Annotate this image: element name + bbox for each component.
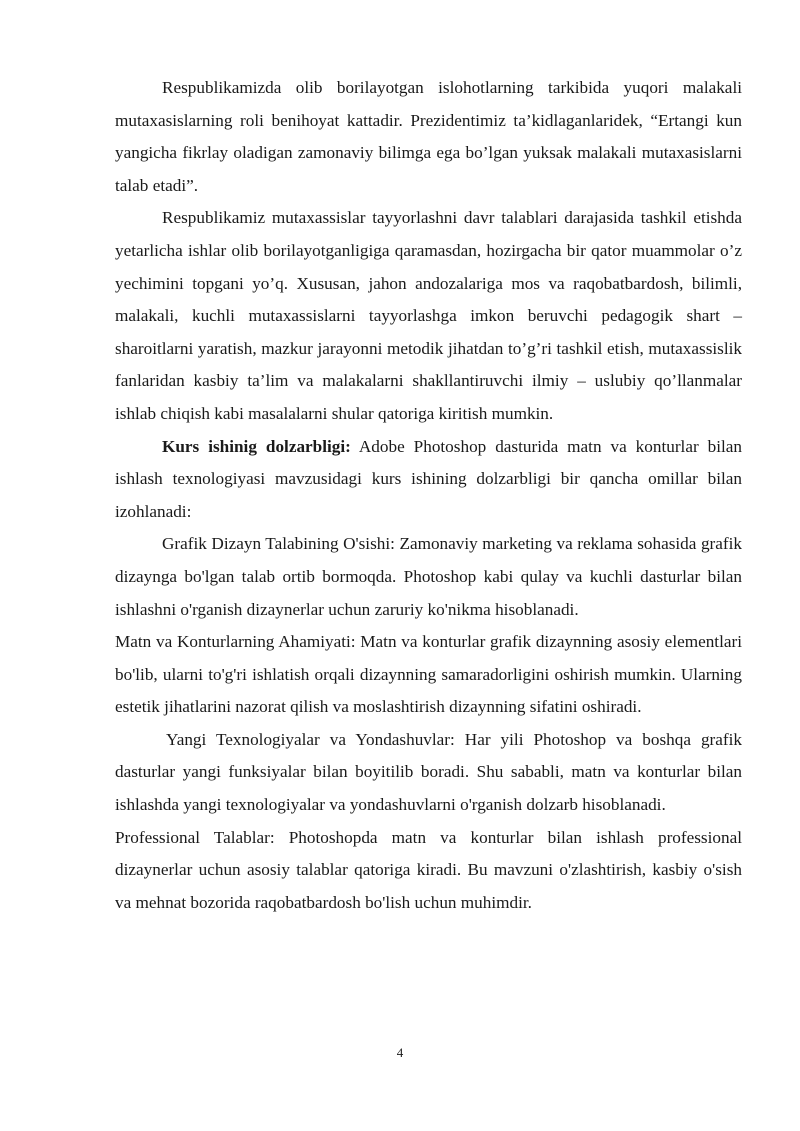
- page-number: 4: [396, 1045, 404, 1060]
- paragraph-new-technologies: Yangi Texnologiyalar va Yondashuvlar: Har yili Photoshop va boshqa grafik dasturlar yangi funksiyalar bilan boyitilib boradi. Shu sababli, matn va konturlar bilan ishlashda yangi texnologiyalar va yondashuvlarni o'rganish dolzarb hisoblanadi.: [115, 729, 742, 815]
- paragraph-relevance: [115, 431, 742, 529]
- document-page: [115, 72, 742, 919]
- relevance-heading: Kurs ishinig dolzarbligi:: [162, 436, 351, 456]
- paragraph-graphic-design-demand: Grafik Dizayn Talabining O'sishi: Zamonaviy marketing va reklama sohasida grafik dizaynga bo'lgan talab ortib bormoqda. Photoshop kabi qulay va kuchli dasturlar bilan ishlashni o'rganish dizaynerlar uchun zaruriy ko'nikma hisoblanadi.: [115, 534, 742, 619]
- relevance-text: Adobe Photoshop dasturida matn va konturlar bilan ishlash texnologiyasi mavzusidagi kurs ishining dolzarbligi bir qancha omillar bilan izohlanadi:: [115, 436, 742, 521]
- paragraph-specialist-training: Respublikamiz mutaxassislar tayyorlashni davr talablari darajasida tashkil etishda yetarlicha ishlar olib borilayotganligiga qaramasdan, hozirgacha bir qator muammolar o’z yechimini topgani yo’q. Xususan, jahon andozalariga mos va raqobatbardosh, bilimli, malakali, kuchli mutaxassislarni tayyorlashga imkon beruvchi pedagogik shart – sharoitlarni yaratish, mazkur jarayonni metodik jihatdan to’g’ri tashkil etish, mutaxassislik fanlaridan kasbiy ta’lim va malakalarni shakllantiruvchi ilmiy – uslubiy qo’llanmalar ishlab chiqish kabi masalalarni shular qatoriga kiritish mumkin.: [115, 208, 742, 423]
- paragraph-professional-requirements: Professional Talablar: Photoshopda matn va konturlar bilan ishlash professional dizaynerlar uchun asosiy talablar qatoriga kiradi. Bu mavzuni o'zlashtirish, kasbiy o'sish va mehnat bozorida raqobatbardosh bo'lish uchun muhimdir.: [115, 827, 742, 912]
- paragraph-text-and-contours: Matn va Konturlarning Ahamiyati: Matn va konturlar grafik dizaynning asosiy elementlari bo'lib, ularni to'g'ri ishlatish orqali dizaynning samaradorligini oshirish mumkin. Ularning estetik jihatlarini nazorat qilish va moslashtirish dizaynning sifatini oshiradi.: [115, 632, 742, 717]
- paragraph-reforms: Respublikamizda olib borilayotgan islohotlarning tarkibida yuqori malakali mutaxasislarning roli benihoyat kattadir. Prezidentimiz ta’kidlaganlaridek, “Ertangi kun yangicha fikrlay oladigan zamonaviy bilimga ega bo’lgan yuksak malakali mutaxasislarni talab etadi”.: [115, 78, 742, 195]
